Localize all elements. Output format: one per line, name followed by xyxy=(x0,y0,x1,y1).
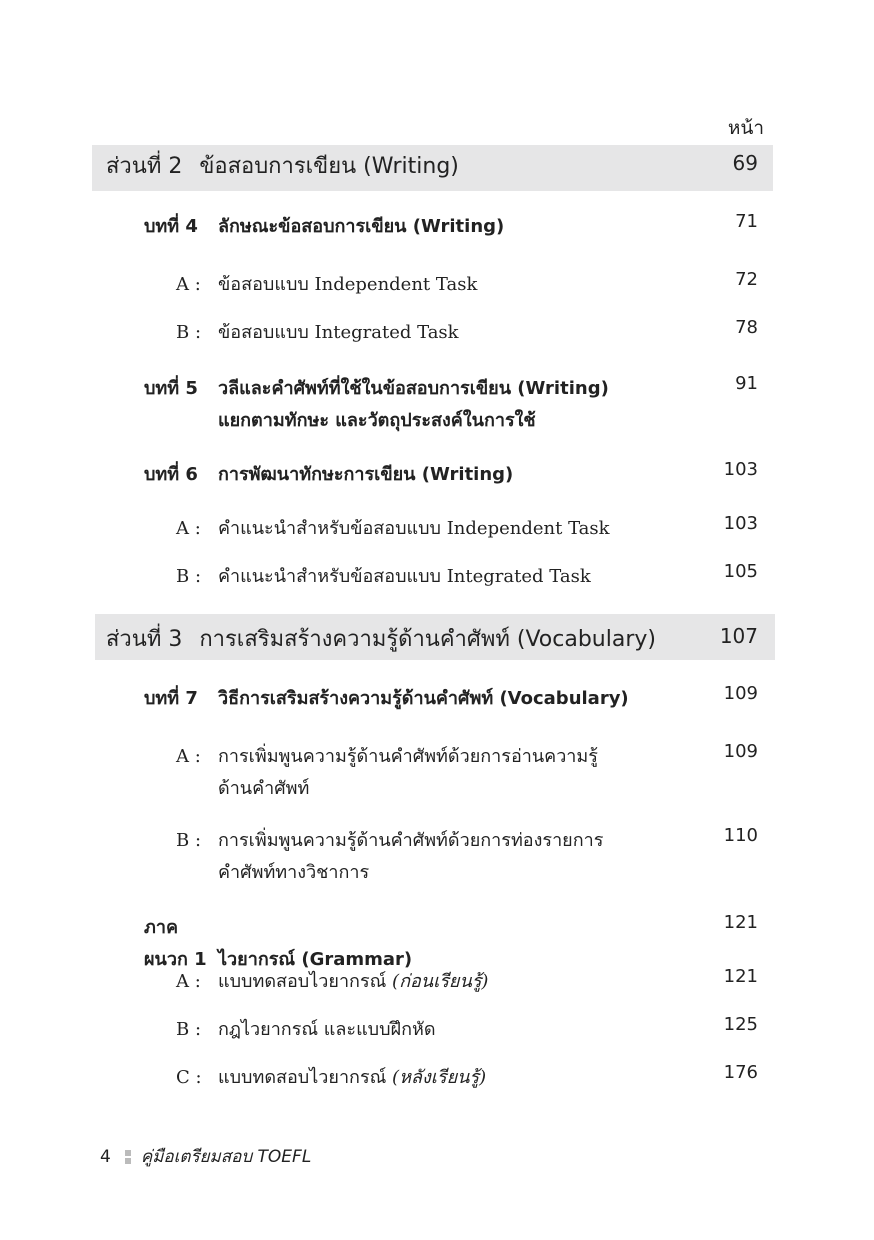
entry-label: ส่วนที่ 2 xyxy=(106,154,183,179)
entry-text xyxy=(176,1014,436,1046)
entry-label: บทที่ 6 xyxy=(144,464,198,485)
entry-page-number: 71 xyxy=(735,211,758,232)
entry-label: B : xyxy=(176,830,202,851)
entry-page-number: 78 xyxy=(735,317,758,338)
entry-page-number: 103 xyxy=(723,513,758,534)
entry-text xyxy=(144,683,629,715)
entry-title: แบบทดสอบไวยากรณ์ xyxy=(218,1067,387,1088)
entry-title: การเพิ่มพูนความรู้ด้านคำศัพท์ด้วยการท่องรายการ xyxy=(218,830,604,851)
entry-title: กฎไวยากรณ์ และแบบฝึกหัด xyxy=(218,1019,436,1040)
entry-page-number: 109 xyxy=(723,683,758,704)
entry-title: การเสริมสร้างความรู้ด้านคำศัพท์ (Vocabulary) xyxy=(199,627,656,652)
entry-title-continued: คำศัพท์ทางวิชาการ xyxy=(218,862,370,883)
entry-label: ส่วนที่ 3 xyxy=(106,627,183,652)
footer-separator-icon xyxy=(125,1148,131,1166)
entry-page-number: 91 xyxy=(735,373,758,394)
entry-page-number: 121 xyxy=(723,912,758,933)
entry-text xyxy=(176,966,488,998)
entry-label: บทที่ 4 xyxy=(144,216,198,237)
entry-page-number: 107 xyxy=(719,624,758,648)
entry-page-number: 69 xyxy=(732,151,758,175)
entry-page-number: 125 xyxy=(723,1014,758,1035)
entry-text xyxy=(176,741,598,805)
entry-title: วลีและคำศัพท์ที่ใช้ในข้อสอบการเขียน (Writing) xyxy=(218,378,609,399)
page-number: 4 xyxy=(100,1147,111,1167)
entry-title: ข้อสอบแบบ Independent Task xyxy=(218,274,478,295)
entry-page-number: 105 xyxy=(723,561,758,582)
page-column-header: หน้า xyxy=(727,117,764,139)
entry-text xyxy=(106,151,459,183)
entry-text xyxy=(176,317,459,349)
entry-title: การพัฒนาทักษะการเขียน (Writing) xyxy=(218,464,514,485)
entry-label: A : xyxy=(176,746,201,767)
entry-title: ข้อสอบแบบ Integrated Task xyxy=(218,322,459,343)
entry-title: คำแนะนำสำหรับข้อสอบแบบ Independent Task xyxy=(218,518,610,539)
entry-label: A : xyxy=(176,971,201,992)
entry-label: A : xyxy=(176,518,201,539)
entry-text xyxy=(176,825,603,889)
entry-text xyxy=(144,373,609,437)
entry-label: A : xyxy=(176,274,201,295)
entry-title-continued: ด้านคำศัพท์ xyxy=(218,778,310,799)
entry-label: บทที่ 7 xyxy=(144,688,198,709)
page-footer xyxy=(100,1143,311,1170)
entry-label: ภาคผนวก 1 xyxy=(144,917,207,970)
entry-text xyxy=(144,211,504,243)
entry-label: บทที่ 5 xyxy=(144,378,198,399)
entry-note: (หลังเรียนรู้) xyxy=(392,1067,487,1088)
entry-page-number: 72 xyxy=(735,269,758,290)
entry-text xyxy=(176,1062,486,1094)
entry-label: B : xyxy=(176,322,202,343)
entry-title: ไวยากรณ์ (Grammar) xyxy=(218,949,413,970)
entry-page-number: 121 xyxy=(723,966,758,987)
entry-page-number: 109 xyxy=(723,741,758,762)
entry-text xyxy=(176,561,591,593)
entry-text xyxy=(176,513,610,545)
entry-label: C : xyxy=(176,1067,202,1088)
entry-page-number: 103 xyxy=(723,459,758,480)
entry-title: วิธีการเสริมสร้างความรู้ด้านคำศัพท์ (Vocabulary) xyxy=(218,688,629,709)
entry-title: แบบทดสอบไวยากรณ์ xyxy=(218,971,387,992)
entry-title: ลักษณะข้อสอบการเขียน (Writing) xyxy=(218,216,505,237)
entry-page-number: 110 xyxy=(723,825,758,846)
entry-label: B : xyxy=(176,1019,202,1040)
entry-note: (ก่อนเรียนรู้) xyxy=(392,971,489,992)
entry-text xyxy=(144,459,513,491)
entry-title: คำแนะนำสำหรับข้อสอบแบบ Integrated Task xyxy=(218,566,591,587)
entry-title-continued: แยกตามทักษะ และวัตถุประสงค์ในการใช้ xyxy=(218,410,536,431)
entry-title: การเพิ่มพูนความรู้ด้านคำศัพท์ด้วยการอ่านความรู้ xyxy=(218,746,598,767)
entry-text xyxy=(176,269,477,301)
entry-label: B : xyxy=(176,566,202,587)
entry-page-number: 176 xyxy=(723,1062,758,1083)
entry-text xyxy=(106,624,656,656)
book-title: คู่มือเตรียมสอบ TOEFL xyxy=(140,1147,312,1167)
entry-title: ข้อสอบการเขียน (Writing) xyxy=(199,154,459,179)
